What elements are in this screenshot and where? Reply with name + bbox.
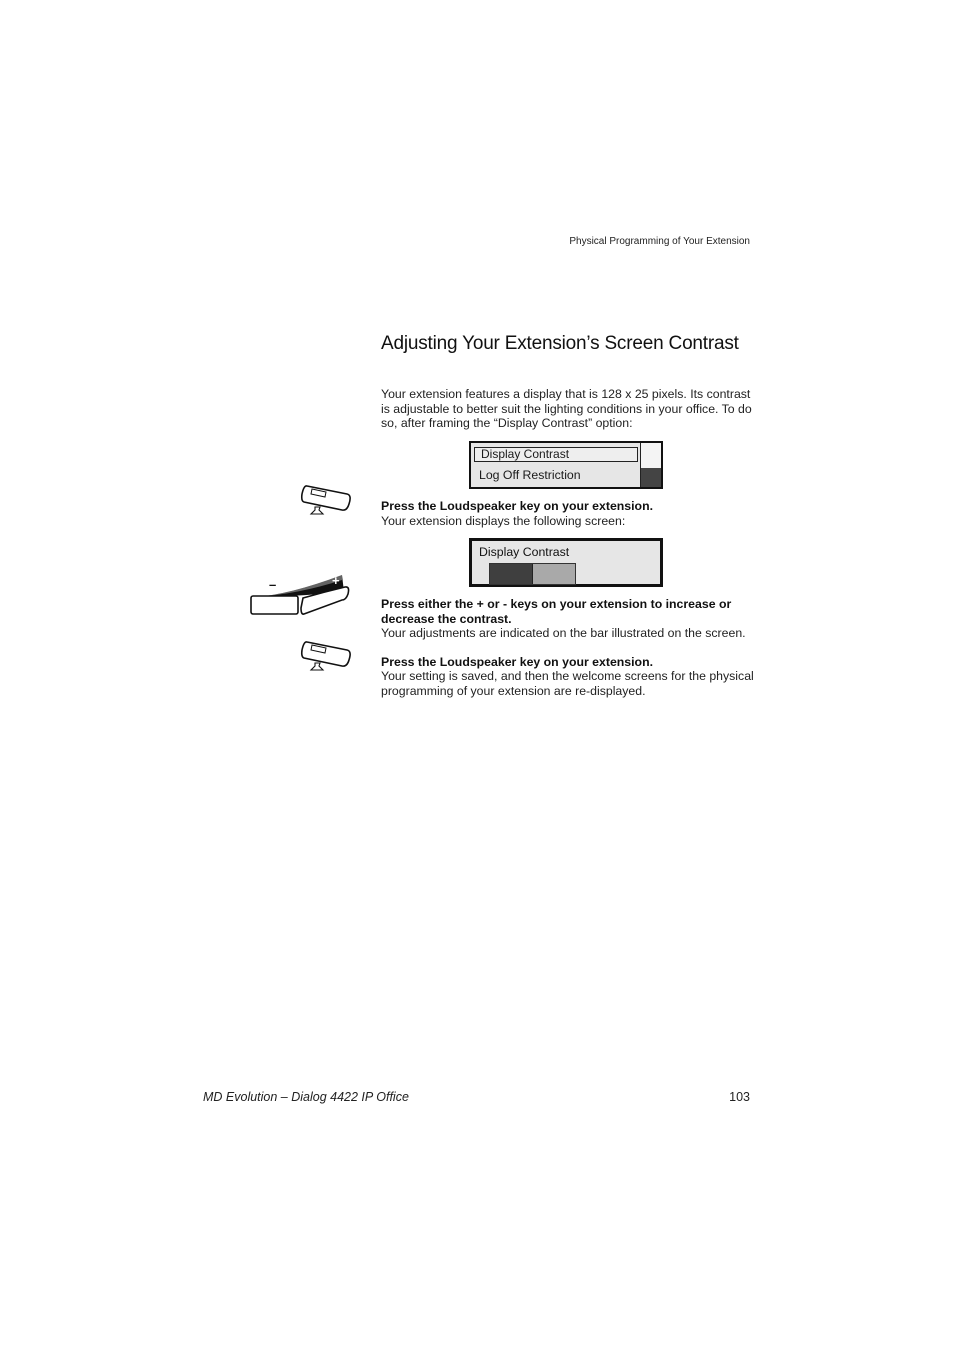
contrast-bar-fill bbox=[490, 564, 533, 584]
contrast-screen-label: Display Contrast bbox=[479, 545, 570, 559]
intro-paragraph: Your extension features a display that is 128 x 25 pixels. Its contrast is adjustable to better suit the lighting conditions in your office. To do so, after framing the “Display Contrast” option: bbox=[381, 387, 752, 430]
step2-detail: Your adjustments are indicated on the bar illustrated on the screen. bbox=[381, 626, 746, 640]
minus-symbol: – bbox=[269, 577, 277, 592]
menu-item-log-off-restriction: Log Off Restriction bbox=[479, 468, 581, 482]
contrast-bar bbox=[489, 563, 576, 585]
loudspeaker-key-icon bbox=[300, 634, 354, 678]
step3-detail: Your setting is saved, and then the welcome screens for the physical programming of your extension are re-displayed. bbox=[381, 669, 754, 698]
scrollbar bbox=[640, 443, 661, 487]
display-menu-screen bbox=[469, 441, 663, 489]
contrast-screen bbox=[469, 538, 663, 587]
step3-instruction: Press the Loudspeaker key on your extension. bbox=[381, 655, 653, 669]
plus-symbol: + bbox=[332, 573, 340, 588]
page-title: Adjusting Your Extension’s Screen Contrast bbox=[381, 333, 739, 354]
running-header: Physical Programming of Your Extension bbox=[569, 236, 750, 247]
step1-instruction: Press the Loudspeaker key on your extension. bbox=[381, 499, 653, 513]
contrast-bar-remaining bbox=[532, 564, 576, 584]
step2-instruction: Press either the + or - keys on your extension to increase or decrease the contrast. bbox=[381, 597, 732, 626]
menu-item-display-contrast: Display Contrast bbox=[474, 447, 638, 462]
page-number: 103 bbox=[729, 1090, 750, 1104]
plus-minus-keys-icon bbox=[246, 570, 354, 618]
scrollbar-thumb bbox=[641, 468, 661, 487]
step1-detail: Your extension displays the following screen: bbox=[381, 514, 626, 528]
loudspeaker-key-icon bbox=[300, 478, 354, 522]
footer-product: MD Evolution – Dialog 4422 IP Office bbox=[203, 1090, 409, 1104]
